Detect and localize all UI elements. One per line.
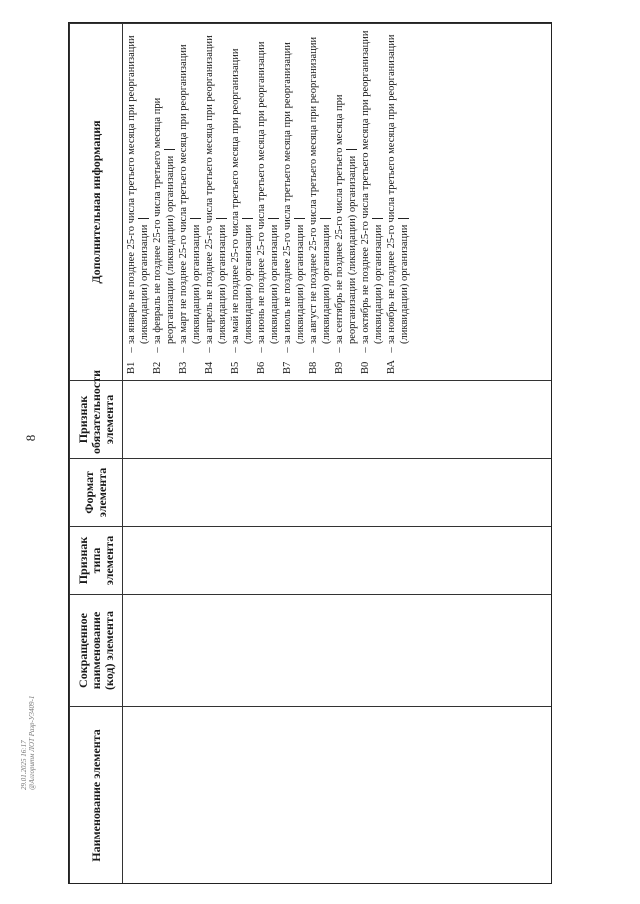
list-item: В9 – за сентябрь не позднее 25-го числа третьего месяца при реорганизации (ликвидации) организации xyxy=(334,94,358,374)
cell-type-flag xyxy=(123,527,553,595)
list-item: В4 – за апрель не позднее 25-го числа третьего месяца при реорганизации (ликвидации) организации xyxy=(204,35,228,374)
cell-name xyxy=(123,707,553,885)
table-row xyxy=(123,24,553,885)
list-item: В8 – за август не позднее 25-го числа третьего месяца при реорганизации (ликвидации) организации xyxy=(308,36,332,374)
header-info: Дополнительная информация xyxy=(70,24,123,381)
cell-format xyxy=(123,459,553,527)
list-item: В6 – за июнь не позднее 25-го числа третьего месяца при реорганизации (ликвидации) организации xyxy=(256,41,280,374)
header-type-flag: Признак типа элемента xyxy=(70,527,123,595)
cell-mandatory-flag xyxy=(123,381,553,459)
info-list xyxy=(125,30,411,374)
elements-table xyxy=(69,23,552,884)
footer-stamp xyxy=(20,670,50,790)
page-number: 8 xyxy=(23,434,38,442)
header-format: Формат элемента xyxy=(70,459,123,527)
document-table-frame xyxy=(68,22,552,884)
cell-short-name xyxy=(123,595,553,707)
list-item: В1 – за январь не позднее 25-го числа третьего месяца при реорганизации (ликвидации) организации xyxy=(126,35,150,374)
footer-doc-id: @Алгоритм ЛОТ Разр-У3409-1 xyxy=(28,695,36,790)
list-item: В0 – за октябрь не позднее 25-го числа третьего месяца при реорганизации (ликвидации) организации xyxy=(360,30,384,374)
list-item: В7 – за июль не позднее 25-го числа третьего месяца при реорганизации (ликвидации) организации xyxy=(282,42,306,374)
list-item: В2 – за февраль не позднее 25-го числа третьего месяца при реорганизации (ликвидации) организации xyxy=(152,97,176,374)
table-header-row xyxy=(70,24,123,885)
list-item: В5 – за май не позднее 25-го числа третьего месяца при реорганизации (ликвидации) организации xyxy=(230,48,254,374)
header-name: Наименование элемента xyxy=(70,707,123,885)
list-item: В3 – за март не позднее 25-го числа третьего месяца при реорганизации (ликвидации) организации xyxy=(178,44,202,374)
header-mandatory-flag: Признак обязательности элемента xyxy=(70,381,123,459)
header-short-name: Сокращенное наименование (код) элемента xyxy=(70,595,123,707)
footer-timestamp: 29.01.2025 16:17 xyxy=(20,740,28,790)
list-item: ВА – за ноябрь не позднее 25-го числа третьего месяца при реорганизации (ликвидации) организации xyxy=(386,34,410,374)
rotated-table-container xyxy=(69,23,552,884)
cell-info xyxy=(123,24,553,381)
